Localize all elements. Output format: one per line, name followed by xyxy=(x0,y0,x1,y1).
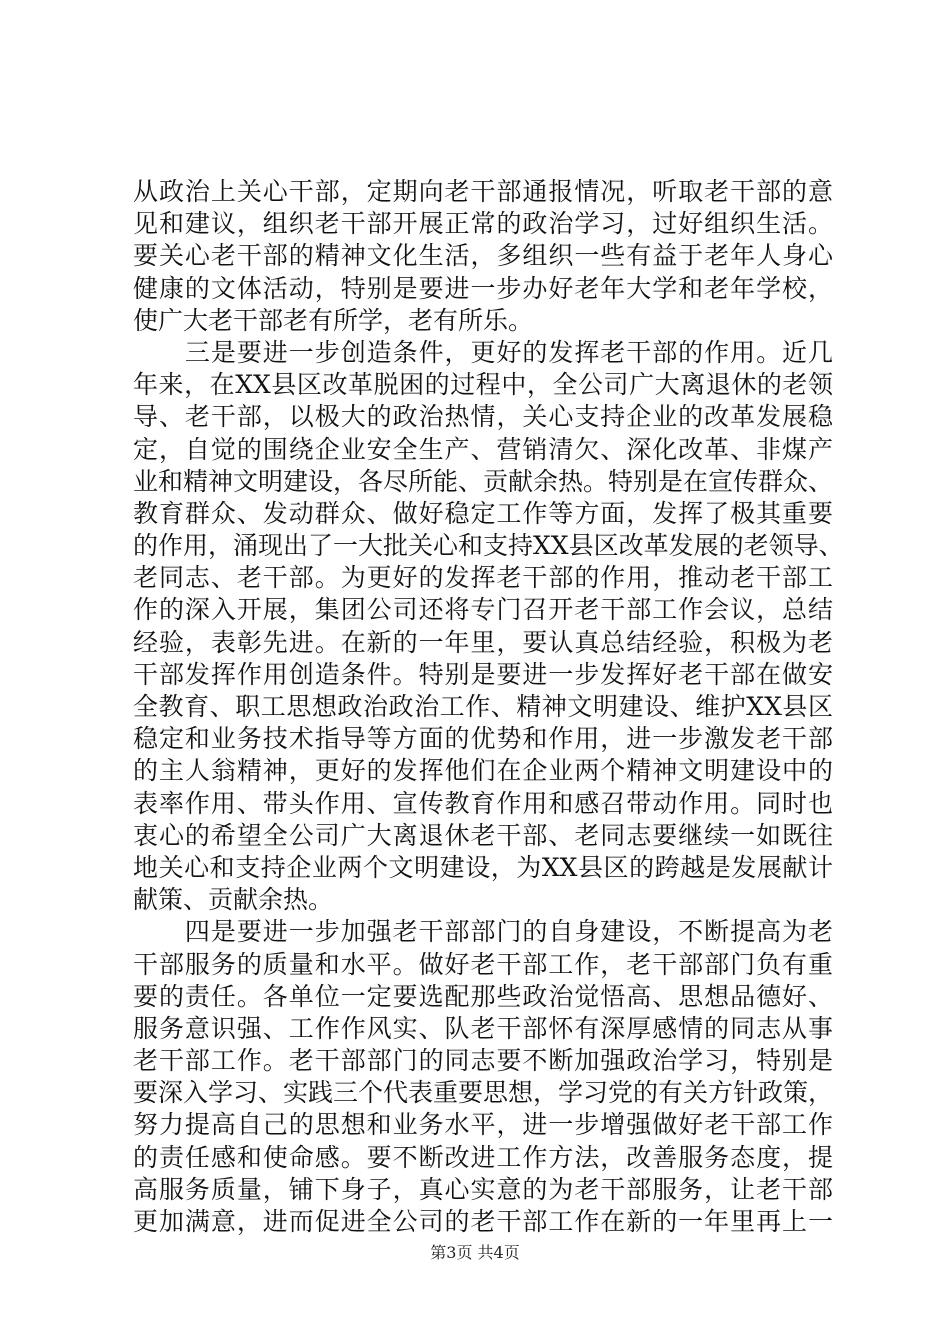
text-line: 教育群众、发动群众、做好稳定工作等方面，发挥了极其重要 xyxy=(133,498,833,528)
text-line: 全教育、职工思想政治政治工作、精神文明建设、维护XX县区 xyxy=(133,692,833,721)
text-line: 的责任感和使命感。要不断改进工作方法，改善服务态度，提 xyxy=(133,1142,833,1172)
text-line: 经验，表彰先进。在新的一年里，要认真总结经验，积极为老 xyxy=(133,627,833,657)
text-line: 地关心和支持企业两个文明建设，为XX县区的跨越是发展献计 xyxy=(133,852,833,882)
text-line: 从政治上关心干部，定期向老干部通报情况，听取老干部的意 xyxy=(133,177,833,206)
text-line: 献策、贡献余热。 xyxy=(133,885,334,915)
text-line: 稳定和业务技术指导等方面的优势和作用，进一步激发老干部 xyxy=(133,724,833,754)
text-line: 见和建议，组织老干部开展正常的政治学习，过好组织生活。 xyxy=(133,209,833,239)
text-line: 努力提高自己的思想和业务水平，进一步增强做好老干部工作 xyxy=(133,1110,833,1140)
page-footer: 第3页 共4页 xyxy=(430,1243,520,1262)
text-line: 老干部工作。老干部部门的同志要不断加强政治学习，特别是 xyxy=(133,1046,833,1076)
text-line: 四是要进一步加强老干部部门的自身建设，不断提高为老 xyxy=(133,917,833,947)
text-line: 业和精神文明建设，各尽所能、贡献余热。特别是在宣传群众、 xyxy=(133,466,834,496)
text-line: 健康的文体活动，特别是要进一步办好老年大学和老年学校， xyxy=(133,273,833,303)
text-line: 干部发挥作用创造条件。特别是要进一步发挥好老干部在做安 xyxy=(133,659,833,689)
text-line: 衷心的希望全公司广大离退休老干部、老同志要继续一如既往 xyxy=(133,820,833,850)
text-line: 表率作用、带头作用、宣传教育作用和感召带动作用。同时也 xyxy=(133,788,833,818)
text-line: 三是要进一步创造条件，更好的发挥老干部的作用。近几 xyxy=(133,337,833,367)
text-line: 的作用，涌现出了一大批关心和支持XX县区改革发展的老领导、 xyxy=(133,531,844,561)
text-line: 更加满意，进而促进全公司的老干部工作在新的一年里再上一 xyxy=(133,1207,833,1236)
text-line: 年来，在XX县区改革脱困的过程中，全公司广大离退休的老领 xyxy=(133,370,833,400)
text-line: 导、老干部，以极大的政治热情，关心支持企业的改革发展稳 xyxy=(133,402,833,432)
text-line: 的主人翁精神，更好的发挥他们在企业两个精神文明建设中的 xyxy=(133,756,833,786)
text-line: 要深入学习、实践三个代表重要思想，学习党的有关方针政策， xyxy=(133,1078,834,1108)
text-line: 老同志、老干部。为更好的发挥老干部的作用，推动老干部工 xyxy=(133,563,833,593)
text-line: 要关心老干部的精神文化生活，多组织一些有益于老年人身心 xyxy=(133,241,833,271)
text-line: 高服务质量，铺下身子，真心实意的为老干部服务，让老干部 xyxy=(133,1174,833,1204)
text-line: 定，自觉的围绕企业安全生产、营销清欠、深化改革、非煤产 xyxy=(133,434,833,464)
text-line: 作的深入开展，集团公司还将专门召开老干部工作会议，总结 xyxy=(133,595,833,625)
text-line: 要的责任。各单位一定要选配那些政治觉悟高、思想品德好、 xyxy=(133,981,833,1011)
text-line: 干部服务的质量和水平。做好老干部工作，老干部部门负有重 xyxy=(133,949,833,979)
document-body xyxy=(133,176,844,1238)
text-line: 使广大老干部老有所学，老有所乐。 xyxy=(133,305,534,335)
text-line: 服务意识强、工作作风实、队老干部怀有深厚感情的同志从事 xyxy=(133,1013,833,1043)
